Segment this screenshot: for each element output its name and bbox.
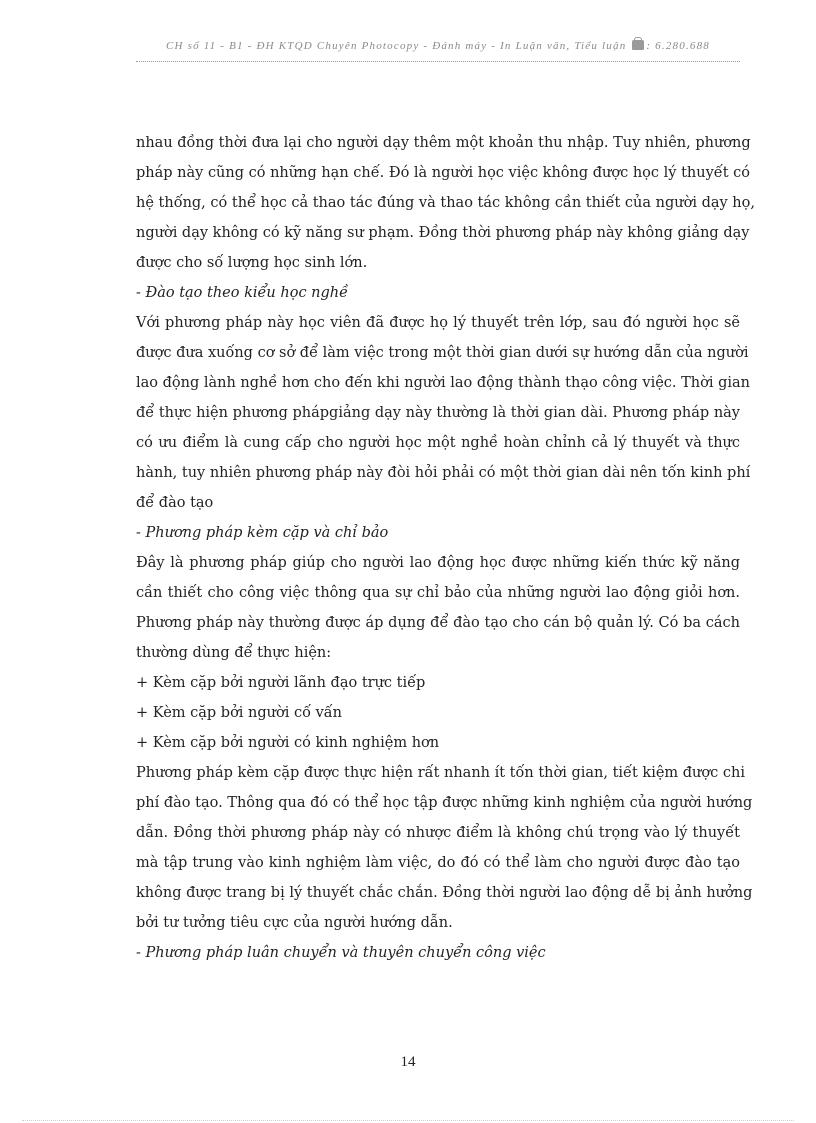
body-line: bởi tư tưởng tiêu cực của người hướng dẫn. [136, 915, 453, 931]
footer-divider [22, 1120, 794, 1121]
body-line: có ưu điểm là cung cấp cho người học một nghề hoàn chỉnh cả lý thuyết và thực [136, 435, 740, 451]
body-line: Với phương pháp này học viên đã được họ lý thuyết trên lớp, sau đó người học sẽ [136, 315, 740, 331]
body-line: được đưa xuống cơ sở để làm việc trong một thời gian dưới sự hướng dẫn của người [136, 345, 749, 361]
header-phone-number: : 6.280.688 [646, 40, 710, 52]
body-line: được cho số lượng học sinh lớn. [136, 255, 368, 271]
section-heading: - Phương pháp luân chuyển và thuyên chuyển công việc [136, 945, 546, 961]
body-line: Phương pháp này thường được áp dụng để đào tạo cho cán bộ quản lý. Có ba cách [136, 615, 740, 631]
body-line: để thực hiện phương phápgiảng dạy này thường là thời gian dài. Phương pháp này [136, 405, 740, 421]
body-line: nhau đồng thời đưa lại cho người dạy thêm một khoản thu nhập. Tuy nhiên, phương [136, 135, 751, 151]
body-text [136, 128, 755, 968]
section-heading: - Đào tạo theo kiểu học nghề [136, 285, 349, 301]
body-line: không được trang bị lý thuyết chắc chắn. Đồng thời người lao động dễ bị ảnh hưởng [136, 885, 753, 901]
phone-icon [632, 40, 644, 50]
body-line: phí đào tạo. Thông qua đó có thể học tập được những kinh nghiệm của người hướng [136, 795, 753, 811]
body-line: người dạy không có kỹ năng sư phạm. Đồng thời phương pháp này không giảng dạy [136, 225, 750, 241]
list-item: + Kèm cặp bởi người có kinh nghiệm hơn [136, 735, 440, 751]
body-line: cần thiết cho công việc thông qua sự chỉ bảo của những người lao động giỏi hơn. [136, 585, 740, 601]
body-line: hệ thống, có thể học cả thao tác đúng và thao tác không cần thiết của người dạy họ, [136, 195, 755, 211]
body-line: lao động lành nghề hơn cho đến khi người lao động thành thạo công việc. Thời gian [136, 375, 751, 391]
page-number: 14 [400, 1054, 416, 1070]
header-divider [136, 61, 740, 62]
list-item: + Kèm cặp bởi người lãnh đạo trực tiếp [136, 675, 426, 691]
running-header [136, 40, 740, 52]
section-heading: - Phương pháp kèm cặp và chỉ bảo [136, 525, 389, 541]
body-line: mà tập trung vào kinh nghiệm làm việc, do đó có thể làm cho người được đào tạo [136, 855, 740, 871]
body-line: hành, tuy nhiên phương pháp này đòi hỏi phải có một thời gian dài nên tốn kinh phí [136, 465, 751, 481]
body-line: để đào tạo [136, 495, 214, 511]
body-line: dẫn. Đồng thời phương pháp này có nhược điểm là không chú trọng vào lý thuyết [136, 825, 740, 841]
list-item: + Kèm cặp bởi người cố vấn [136, 705, 343, 721]
body-line: thường dùng để thực hiện: [136, 645, 332, 661]
body-line: pháp này cũng có những hạn chế. Đó là người học việc không được học lý thuyết có [136, 165, 750, 181]
body-line: Đây là phương pháp giúp cho người lao động học được những kiến thức kỹ năng [136, 555, 740, 571]
body-line: Phương pháp kèm cặp được thực hiện rất nhanh ít tốn thời gian, tiết kiệm được chi [136, 765, 745, 781]
header-text: CH số 11 - B1 - ĐH KTQD Chuyên Photocopy - Đánh máy - In Luận văn, Tiểu luận [166, 40, 627, 52]
